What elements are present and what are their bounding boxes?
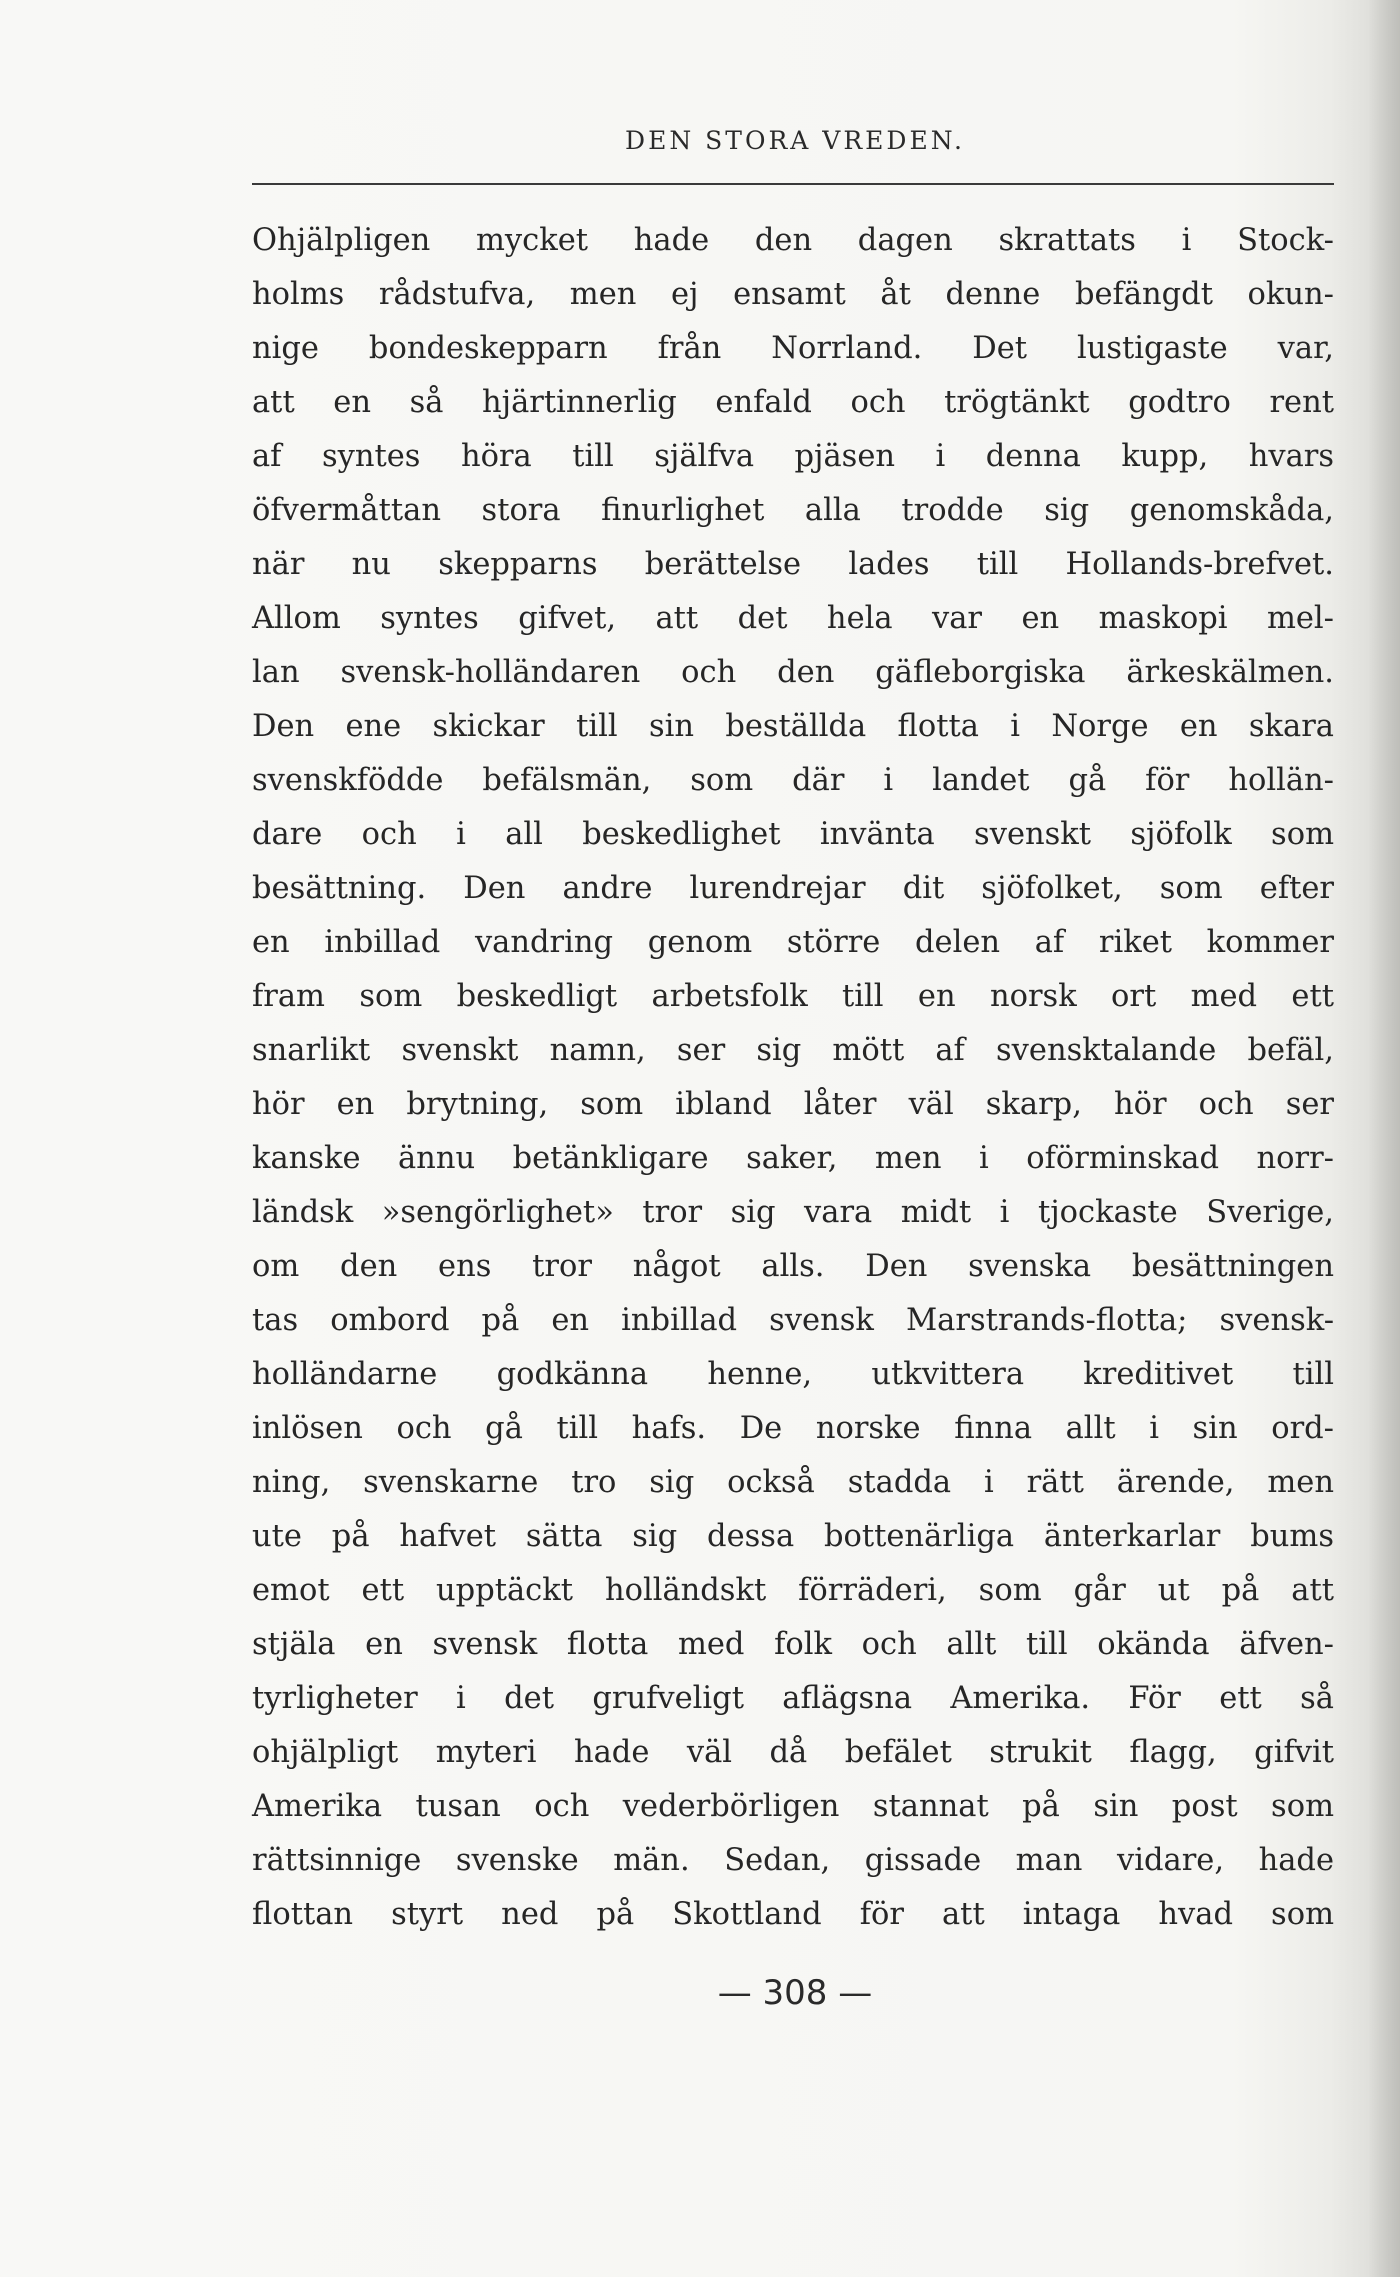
text-line: kanske ännu betänkligare saker, men i oförminskad norr- bbox=[252, 1141, 1334, 1176]
text-line: fram som beskedligt arbetsfolk till en norsk ort med ett bbox=[252, 979, 1334, 1014]
running-head: DEN STORA VREDEN. bbox=[625, 126, 965, 155]
text-line: tas ombord på en inbillad svensk Marstrands-flotta; svensk- bbox=[252, 1303, 1334, 1338]
text-line: öfvermåttan stora finurlighet alla trodde sig genomskåda, bbox=[252, 493, 1334, 528]
text-line: af syntes höra till själfva pjäsen i denna kupp, hvars bbox=[252, 439, 1334, 474]
text-line: ohjälpligt myteri hade väl då befälet strukit flagg, gifvit bbox=[252, 1735, 1334, 1770]
text-line: nige bondeskepparn från Norrland. Det lustigaste var, bbox=[252, 331, 1334, 366]
text-line: dare och i all beskedlighet invänta svenskt sjöfolk som bbox=[252, 817, 1334, 852]
body-text bbox=[252, 214, 1334, 1942]
text-line: Ohjälpligen mycket hade den dagen skrattats i Stock- bbox=[252, 223, 1334, 258]
text-line: emot ett upptäckt holländskt förräderi, som går ut på att bbox=[252, 1573, 1334, 1608]
text-line: Amerika tusan och vederbörligen stannat på sin post som bbox=[252, 1789, 1334, 1824]
text-line: Allom syntes gifvet, att det hela var en maskopi mel- bbox=[252, 601, 1334, 636]
text-line: Den ene skickar till sin beställda flotta i Norge en skara bbox=[252, 709, 1334, 744]
text-line: när nu skepparns berättelse lades till Hollands-brefvet. bbox=[252, 547, 1334, 582]
text-line: stjäla en svensk flotta med folk och allt till okända äfven- bbox=[252, 1627, 1334, 1662]
text-line: inlösen och gå till hafs. De norske finna allt i sin ord- bbox=[252, 1411, 1334, 1446]
text-line: svenskfödde befälsmän, som där i landet gå för hollän- bbox=[252, 763, 1334, 798]
text-line: en inbillad vandring genom större delen af riket kommer bbox=[252, 925, 1334, 960]
text-line: rättsinnige svenske män. Sedan, gissade man vidare, hade bbox=[252, 1843, 1334, 1878]
page-number: — 308 — bbox=[717, 1973, 873, 2013]
text-line: flottan styrt ned på Skottland för att intaga hvad som bbox=[252, 1897, 1334, 1932]
text-line: snarlikt svenskt namn, ser sig mött af svensktalande befäl, bbox=[252, 1033, 1334, 1068]
text-line: ute på hafvet sätta sig dessa bottenärliga änterkarlar bums bbox=[252, 1519, 1334, 1554]
header-rule bbox=[252, 183, 1334, 185]
text-line: ning, svenskarne tro sig också stadda i rätt ärende, men bbox=[252, 1465, 1334, 1500]
text-line: ländsk »sengörlighet» tror sig vara midt i tjockaste Sverige, bbox=[252, 1195, 1334, 1230]
text-line: holms rådstufva, men ej ensamt åt denne befängdt okun- bbox=[252, 277, 1334, 312]
text-line: tyrligheter i det grufveligt aflägsna Amerika. För ett så bbox=[252, 1681, 1334, 1716]
text-line: hör en brytning, som ibland låter väl skarp, hör och ser bbox=[252, 1087, 1334, 1122]
text-line: holländarne godkänna henne, utkvittera kreditivet till bbox=[252, 1357, 1334, 1392]
text-line: lan svensk-holländaren och den gäfleborgiska ärkeskälmen. bbox=[252, 655, 1334, 690]
page-edge-shadow bbox=[1368, 0, 1400, 2277]
text-line: om den ens tror något alls. Den svenska besättningen bbox=[252, 1249, 1334, 1284]
text-line: att en så hjärtinnerlig enfald och trögtänkt godtro rent bbox=[252, 385, 1334, 420]
text-line: besättning. Den andre lurendrejar dit sjöfolket, som efter bbox=[252, 871, 1334, 906]
